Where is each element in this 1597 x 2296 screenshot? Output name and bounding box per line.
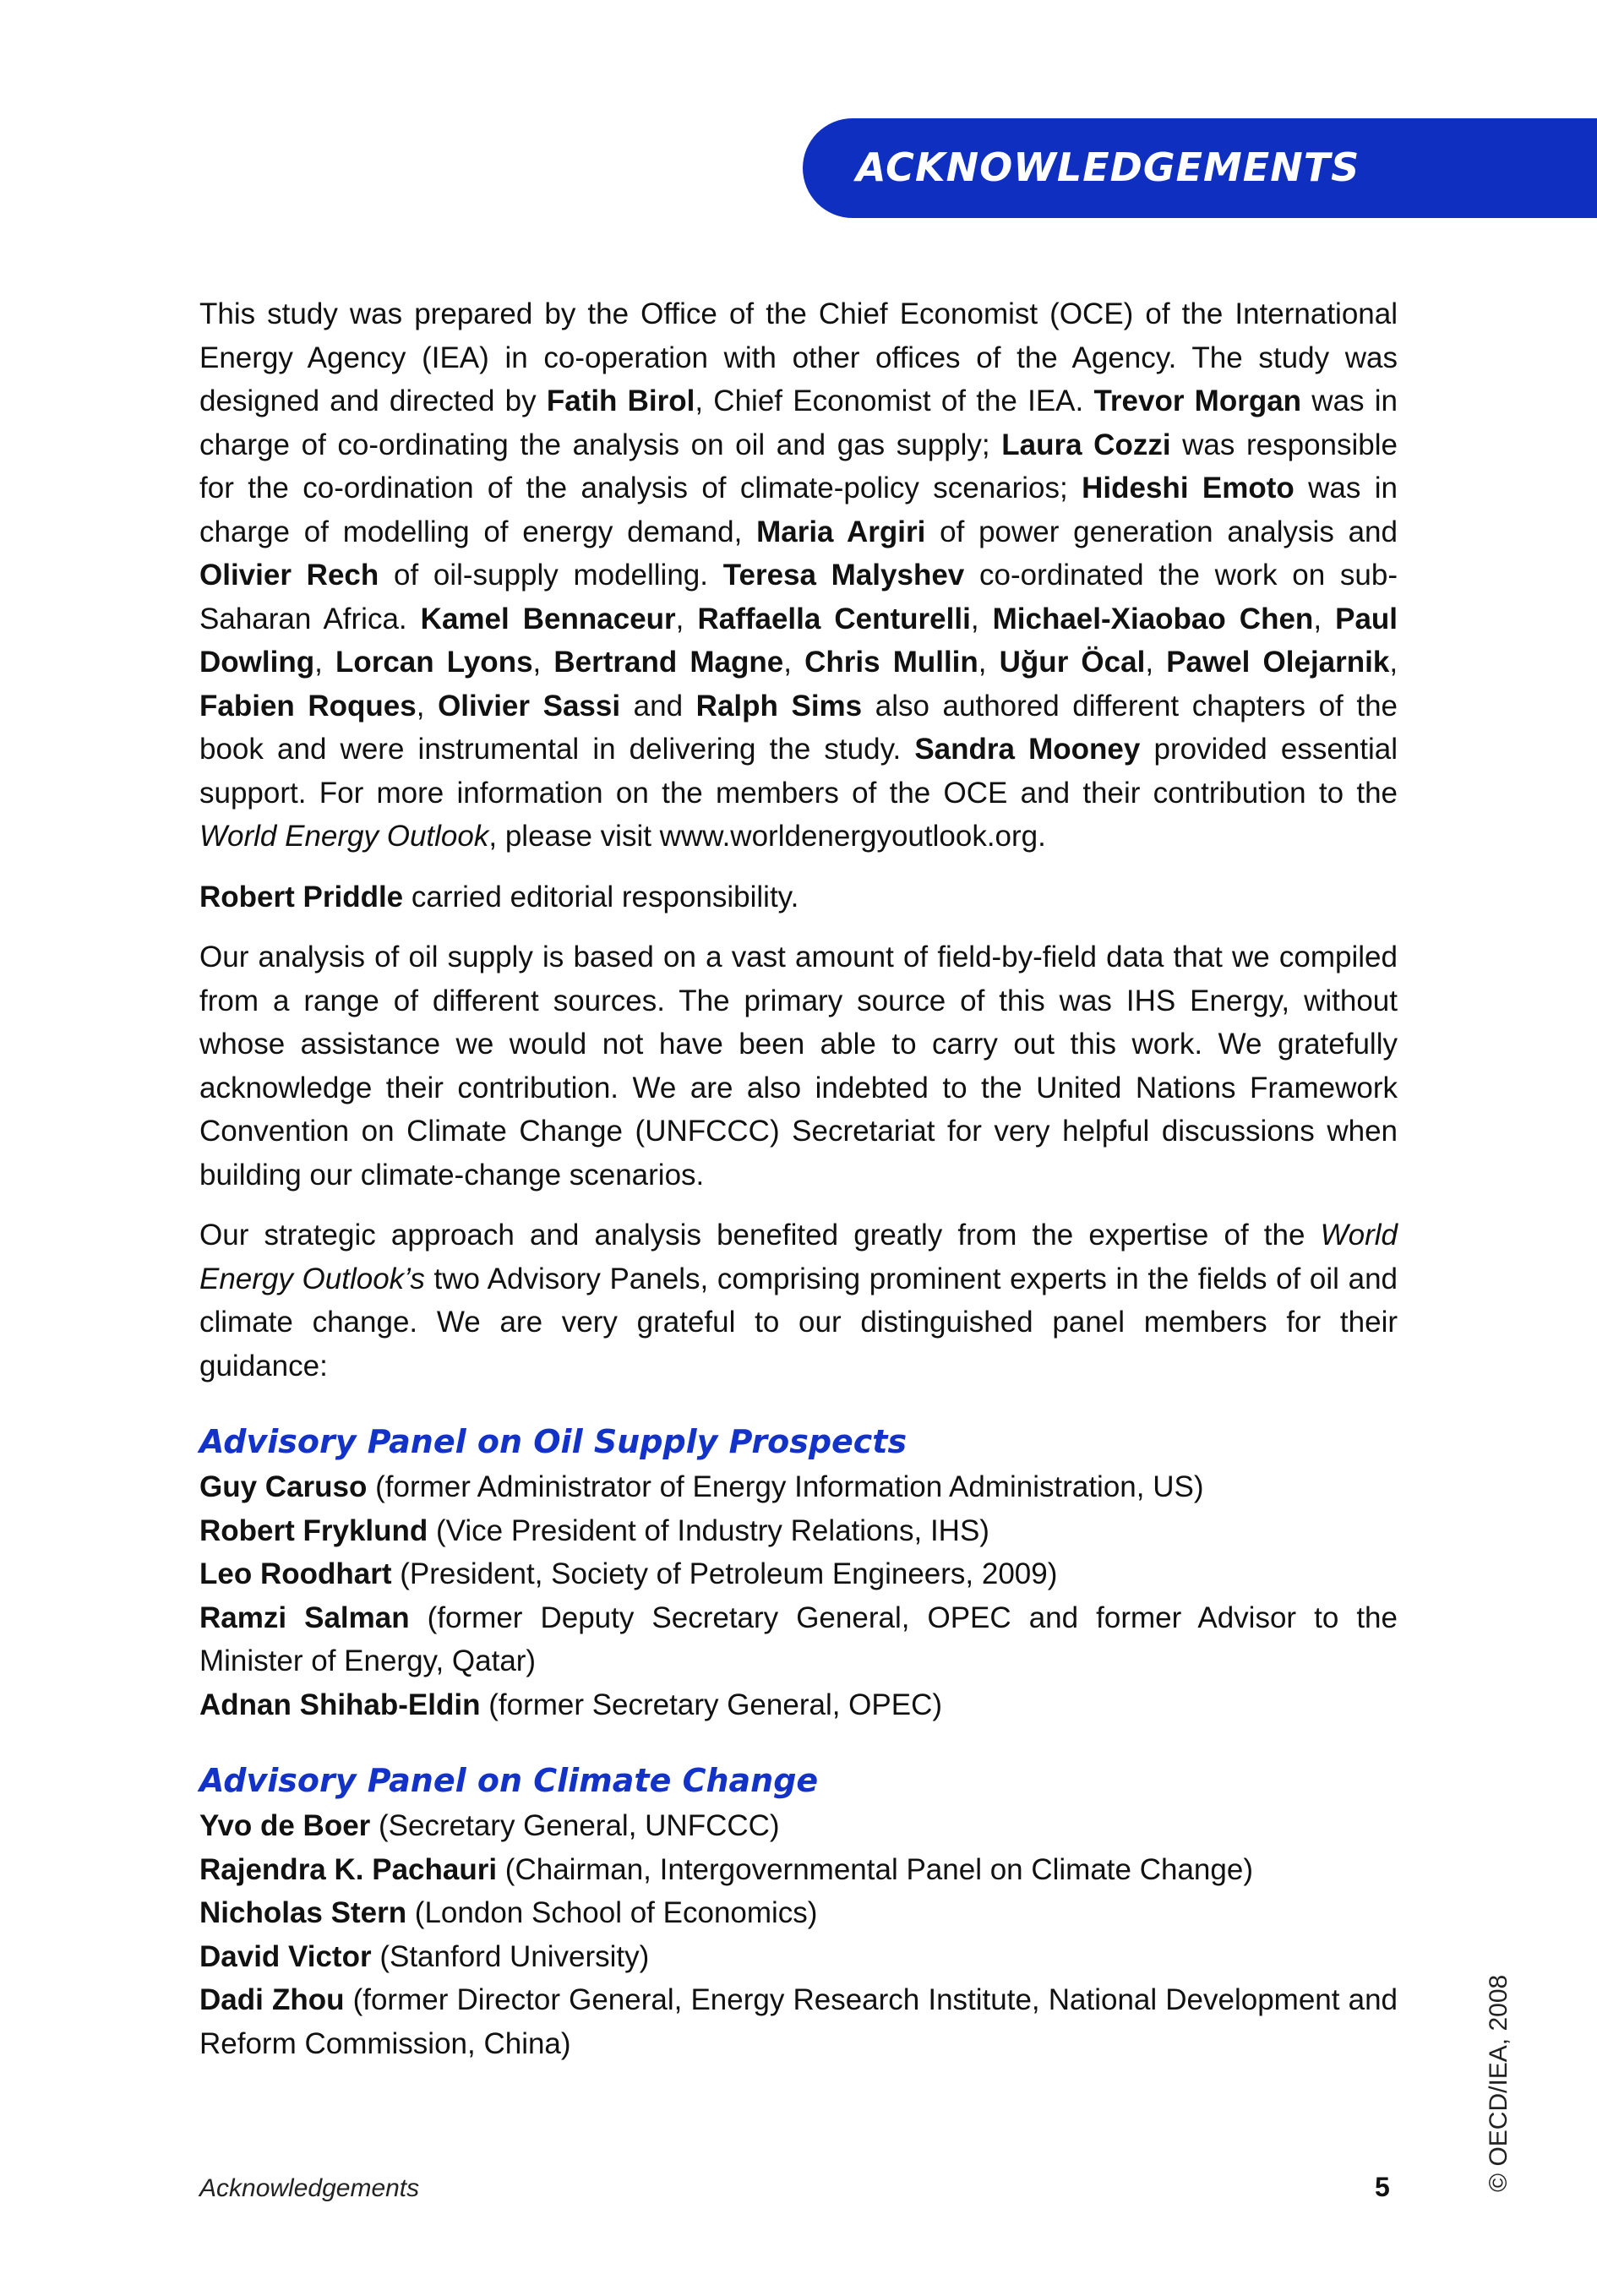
staff-name: Olivier Sassi <box>438 689 621 723</box>
member-role: (Vice President of Industry Relations, IHS) <box>428 1513 989 1547</box>
panel-heading: Advisory Panel on Oil Supply Prospects <box>199 1423 908 1460</box>
footer-section-label: Acknowledgements <box>199 2174 420 2202</box>
staff-name: Kamel Bennaceur <box>420 602 676 635</box>
panel-member <box>199 1465 1398 1509</box>
intro-text: , <box>314 646 335 679</box>
staff-name: Fatih Birol <box>546 384 695 417</box>
strategy-paragraph <box>199 1213 1398 1388</box>
editor-paragraph <box>199 875 1398 919</box>
page-title: ACKNOWLEDGEMENTS <box>856 145 1360 190</box>
staff-name: Uğur Öcal <box>999 646 1146 679</box>
panel-member <box>199 1804 1398 1848</box>
member-name: Rajendra K. Pachauri <box>199 1852 498 1886</box>
staff-name: Bertrand Magne <box>553 646 784 679</box>
member-role: (President, Society of Petroleum Engineers, 2009) <box>391 1557 1058 1590</box>
intro-text: was in charge of co-ordinating the analysis on oil and gas supply; <box>199 384 1398 461</box>
member-role: (Secretary General, UNFCCC) <box>370 1809 780 1842</box>
staff-name: Maria Argiri <box>756 515 926 548</box>
staff-name: Michael-Xiaobao Chen <box>992 602 1314 635</box>
member-role: (former Secretary General, OPEC) <box>480 1688 943 1721</box>
intro-text: , <box>1389 646 1398 679</box>
intro-text: of power generation analysis and <box>925 515 1398 548</box>
intro-text: , <box>1313 602 1336 635</box>
staff-name: Teresa Malyshev <box>722 559 965 592</box>
main-content <box>199 292 1398 2065</box>
intro-text: was in charge of modelling of energy demand, <box>199 472 1398 548</box>
intro-paragraph <box>199 292 1398 859</box>
staff-name: Chris Mullin <box>804 646 978 679</box>
intro-text: , <box>970 602 993 635</box>
staff-name: Sandra Mooney <box>914 733 1141 766</box>
member-name: Guy Caruso <box>199 1470 368 1503</box>
editor-text: carried editorial responsibility. <box>403 880 799 913</box>
member-role: (London School of Economics) <box>406 1896 818 1929</box>
panel-member <box>199 1509 1398 1553</box>
member-name: David Victor <box>199 1939 372 1973</box>
strategy-publication-title: World Energy Outlook’s <box>199 1219 1398 1295</box>
page-number: 5 <box>1375 2172 1390 2202</box>
intro-text: was responsible for the co-ordination of the analysis of climate-policy scenarios; <box>199 428 1398 504</box>
intro-text: , please visit www.worldenergyoutlook.org. <box>488 820 1046 853</box>
intro-text: , <box>978 646 1000 679</box>
member-name: Leo Roodhart <box>199 1557 392 1590</box>
staff-name: Olivier Rech <box>199 559 379 592</box>
member-role: (Chairman, Intergovernmental Panel on Climate Change) <box>497 1852 1253 1886</box>
member-name: Nicholas Stern <box>199 1896 407 1929</box>
panel-member <box>199 1891 1398 1935</box>
staff-name: Paul Dowling <box>199 602 1398 679</box>
member-name: Yvo de Boer <box>199 1809 371 1842</box>
staff-name: Trevor Morgan <box>1093 384 1302 417</box>
member-name: Robert Fryklund <box>199 1513 428 1547</box>
oil-paragraph: Our analysis of oil supply is based on a vast amount of field-by-field data that we compiled from a range of different sources. The primary source of this was IHS Energy, without whose assistance we would not have been able to carry out this work. We gratefully acknowledge their contribution. We are also indebted to the United Nations Framework Convention on Climate Change (UNFCCC) Secretariat for very helpful discussions when building our climate-change scenarios. <box>199 941 1398 1192</box>
member-name: Ramzi Salman <box>199 1601 410 1634</box>
advisory-panels <box>199 1418 1398 2065</box>
staff-name: Raffaella Centurelli <box>697 602 971 635</box>
intro-text: This study was prepared by the Office of the Chief Economist (OCE) of the International Energy Agency (IEA) in co-operation with other offices of the Agency. The study was designed and directed by <box>199 297 1398 417</box>
copyright-notice: © OECD/IEA, 2008 <box>1485 1974 1513 2192</box>
member-role: (former Director General, Energy Research Institute, National Development and Reform Commission, China) <box>199 1983 1398 2060</box>
panel-member <box>199 1935 1398 1979</box>
intro-text: provided essential support. For more information on the members of the OCE and their contribution to the <box>199 733 1398 810</box>
staff-name: Fabien Roques <box>199 689 417 723</box>
panel-member <box>199 1596 1398 1683</box>
staff-name: Lorcan Lyons <box>335 646 533 679</box>
panel-member <box>199 1683 1398 1727</box>
intro-text: , <box>416 689 439 723</box>
intro-text: of oil-supply modelling. <box>379 559 723 592</box>
intro-text: , <box>783 646 805 679</box>
intro-text: also authored different chapters of the book and were instrumental in delivering the study. <box>199 689 1398 766</box>
staff-name: Laura Cozzi <box>1001 428 1171 461</box>
intro-text: co-ordinated the work on sub-Saharan Africa. <box>199 559 1398 635</box>
member-role: (former Administrator of Energy Information Administration, US) <box>367 1470 1204 1503</box>
staff-name: Ralph Sims <box>695 689 863 723</box>
intro-text: , <box>1145 646 1167 679</box>
strategy-text-after: two Advisory Panels, comprising prominent experts in the fields of oil and climate change. We are very grateful to our distinguished panel members for their guidance: <box>199 1262 1398 1383</box>
member-role: (former Deputy Secretary General, OPEC and former Advisor to the Minister of Energy, Qatar) <box>199 1601 1398 1677</box>
intro-text: , <box>675 602 698 635</box>
panel-heading: Advisory Panel on Climate Change <box>199 1762 819 1799</box>
intro-text: and <box>620 689 696 723</box>
editor-name: Robert Priddle <box>199 880 404 913</box>
member-name: Dadi Zhou <box>199 1983 345 2016</box>
intro-text: , Chief Economist of the IEA. <box>695 384 1094 417</box>
publication-title: World Energy Outlook <box>199 820 489 853</box>
member-role: (Stanford University) <box>371 1939 650 1973</box>
member-name: Adnan Shihab-Eldin <box>199 1688 481 1721</box>
panel-member <box>199 1552 1398 1596</box>
panel-member <box>199 1978 1398 2065</box>
intro-text: , <box>532 646 554 679</box>
staff-name: Pawel Olejarnik <box>1166 646 1390 679</box>
staff-name: Hideshi Emoto <box>1082 472 1294 504</box>
strategy-text-before: Our strategic approach and analysis benefited greatly from the expertise of the <box>199 1219 1321 1252</box>
panel-member <box>199 1848 1398 1892</box>
